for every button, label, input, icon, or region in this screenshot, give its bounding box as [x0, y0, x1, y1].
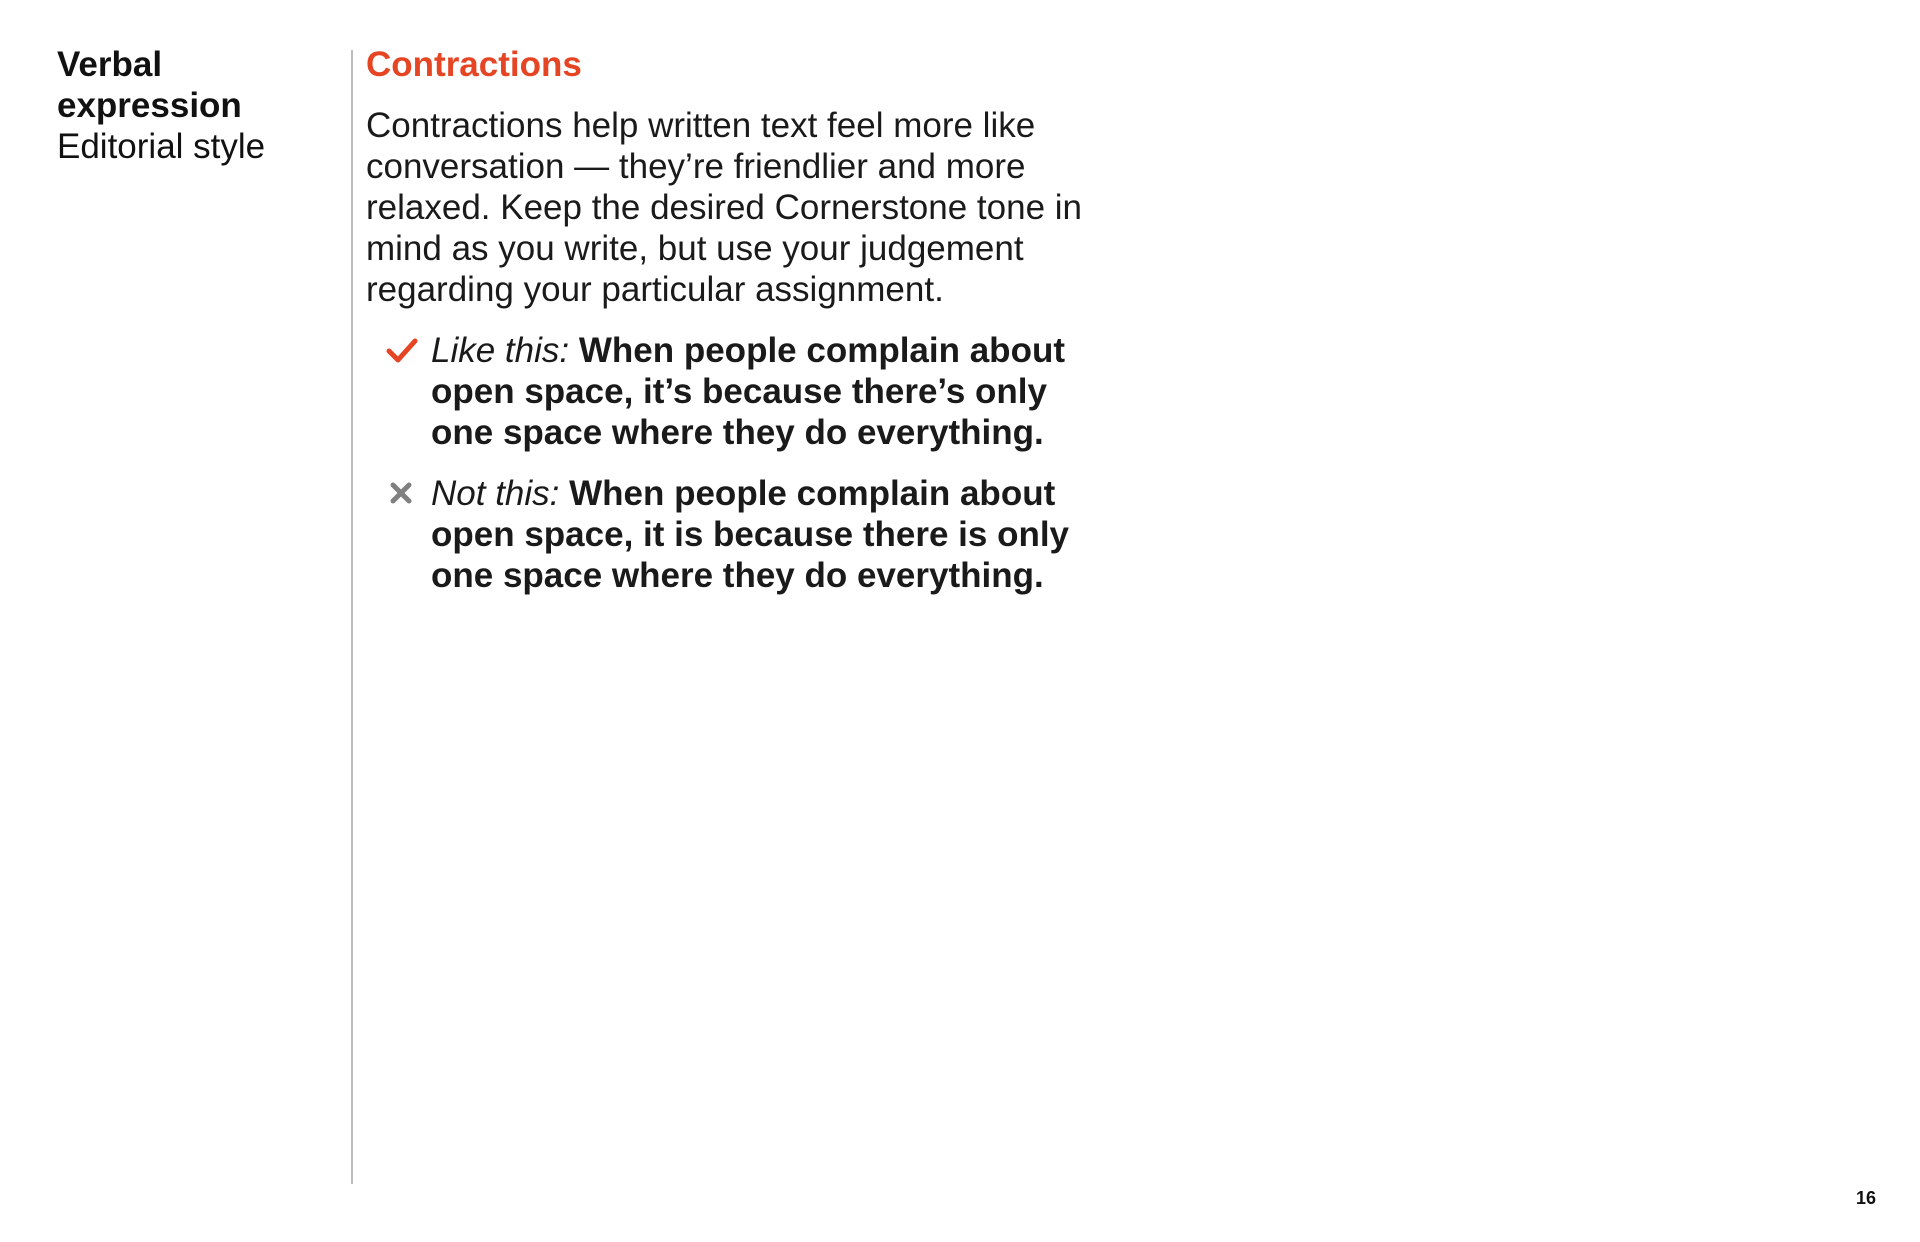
good-example [366, 330, 1111, 453]
body-paragraph: Contractions help written text feel more like conversation — they’re friendlier and more relaxed. Keep the desired Cornerstone tone in mind as you write, but use your judgement regarding your particular assignment. [366, 106, 1083, 309]
x-mark-icon [386, 476, 418, 510]
page-number: 16 [1855, 1188, 1876, 1208]
page-heading: Contractions [366, 45, 582, 84]
example-text: When people complain about open space, it’s because there’s only one space where they do everything. [431, 331, 1065, 452]
section-title: Verbal expression [57, 45, 242, 125]
example-text: When people complain about open space, it is because there is only one space where they do everything. [431, 474, 1070, 595]
checkmark-icon [386, 333, 418, 367]
vertical-divider [351, 50, 353, 1184]
example-prefix: Not this: [431, 474, 570, 513]
example-prefix: Like this: [431, 331, 579, 370]
bad-example [366, 473, 1111, 596]
section-subtitle: Editorial style [57, 127, 266, 166]
main-content [366, 44, 1126, 596]
sidebar [57, 44, 337, 167]
